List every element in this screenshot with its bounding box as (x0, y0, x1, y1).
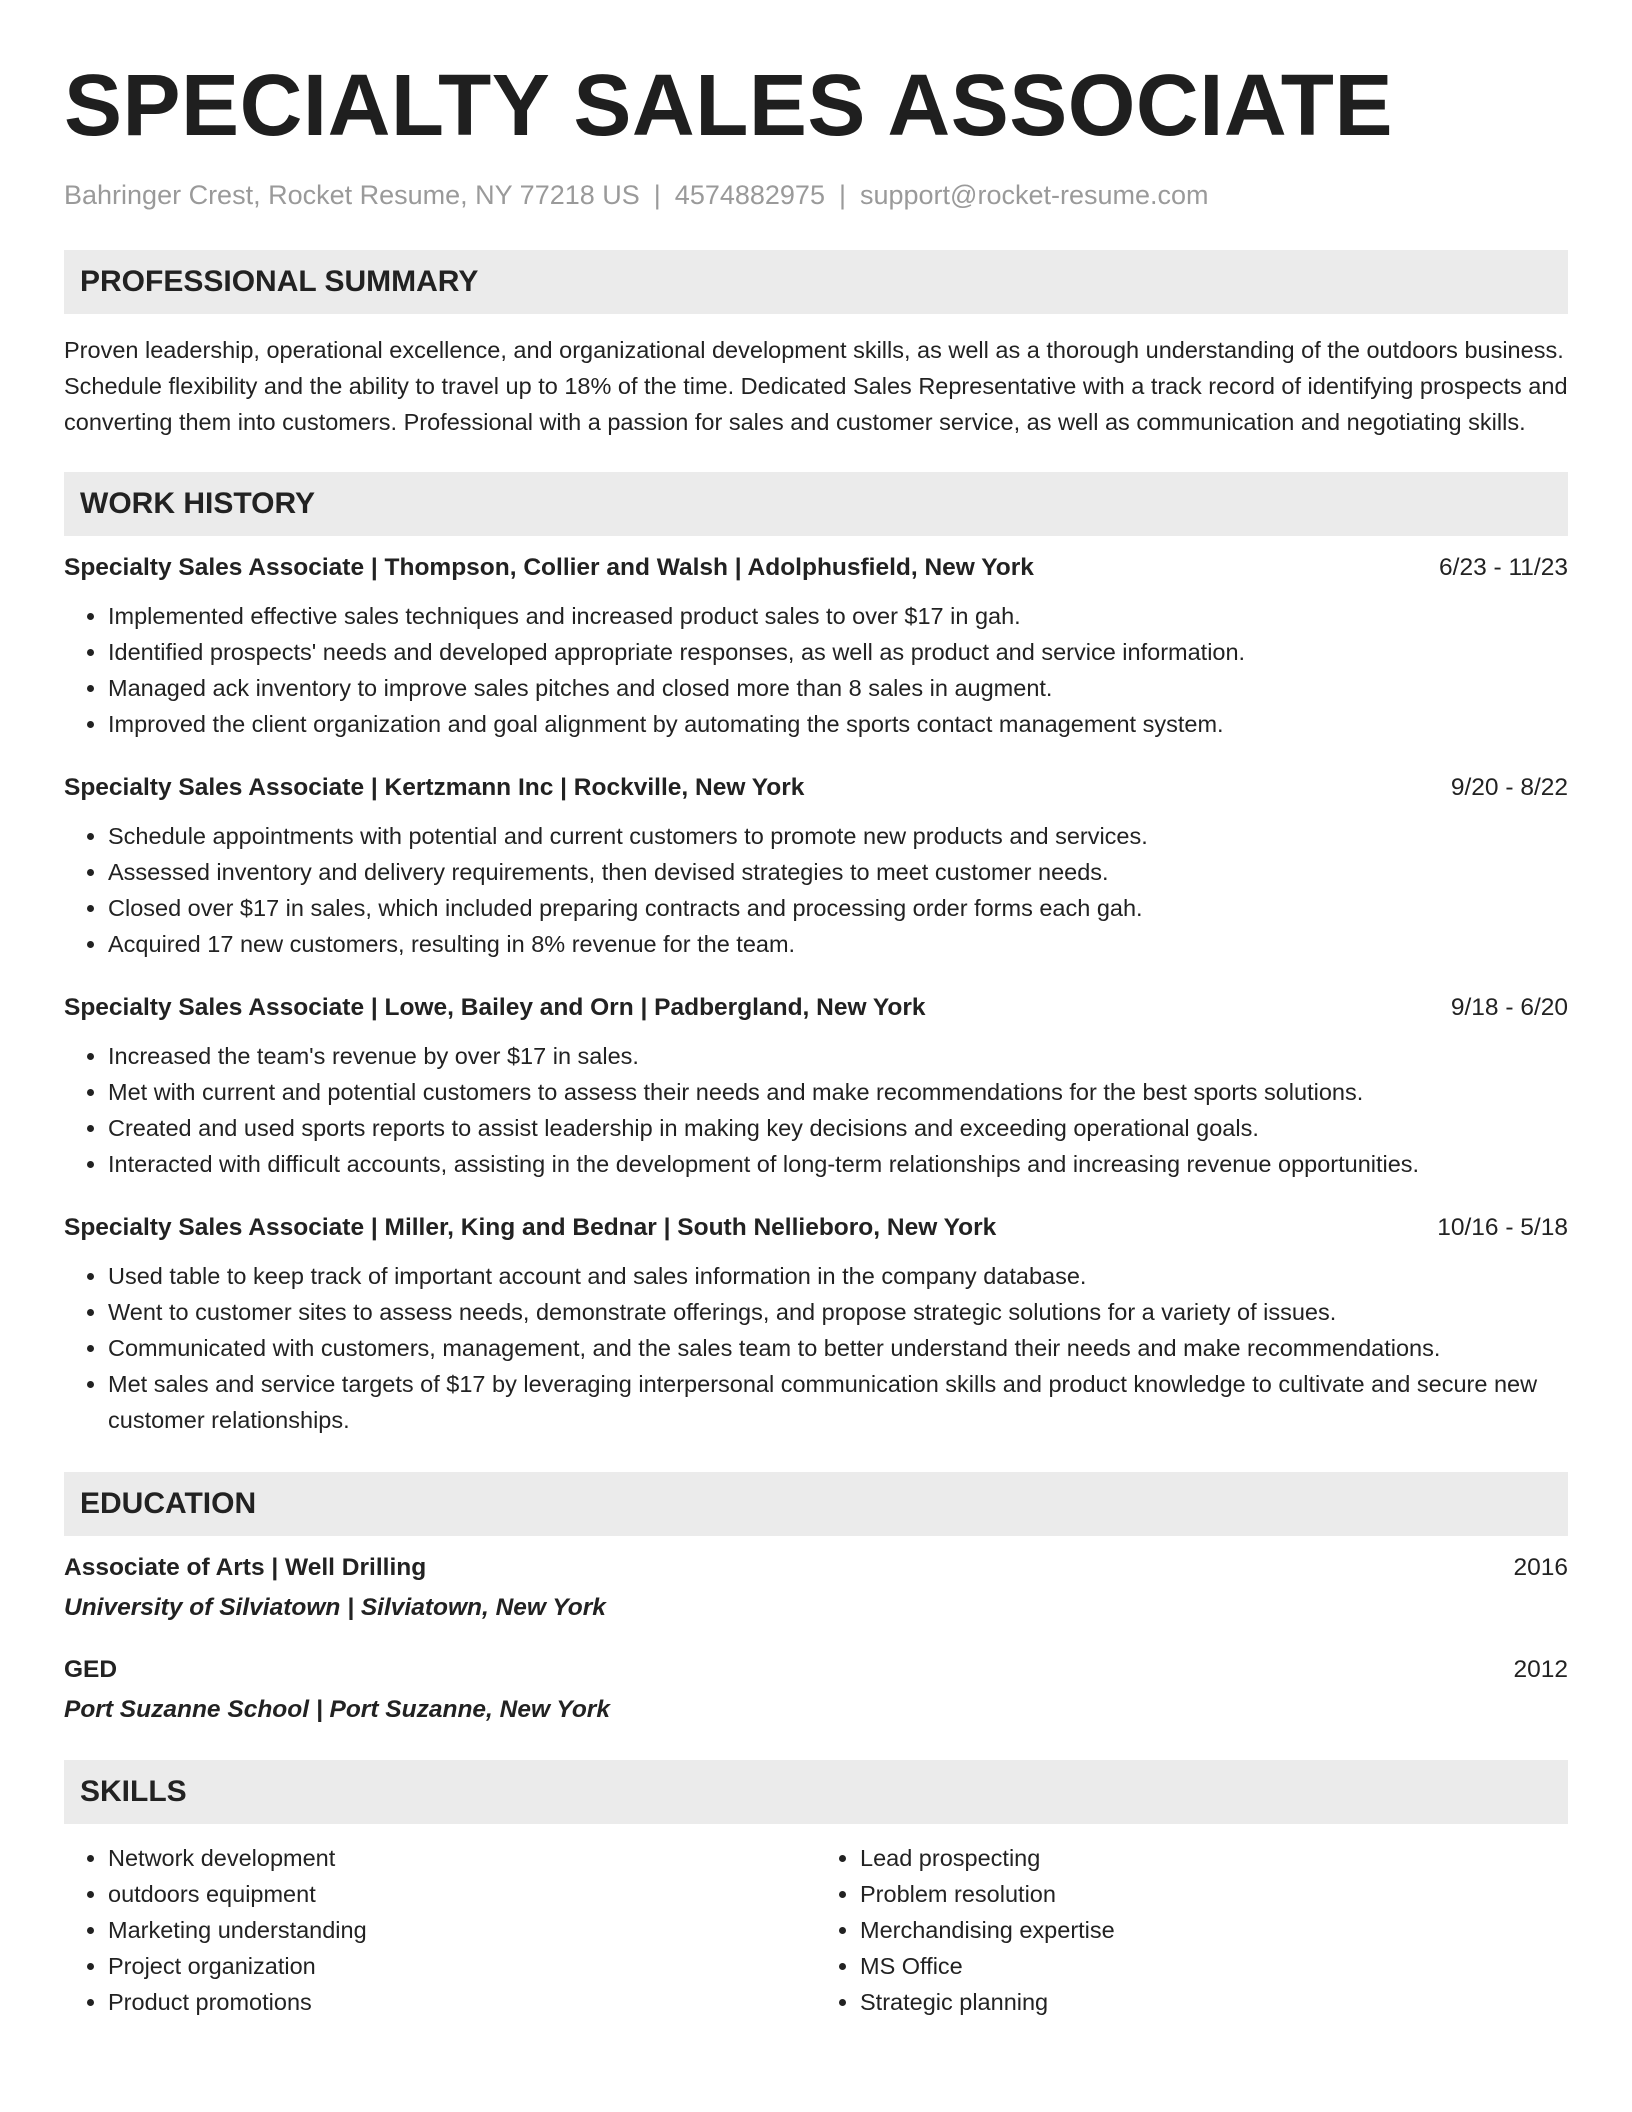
list-item: • Lead prospecting (860, 1840, 1568, 1876)
education-year: 2012 (1513, 1656, 1568, 1683)
list-item: • Increased the team's revenue by over $17 in sales. (108, 1038, 1568, 1074)
contact-email: support@rocket-resume.com (859, 180, 1209, 210)
job-header (64, 772, 1568, 804)
education-degree: GED (64, 1656, 118, 1683)
list-item: • Met with current and potential customers to assess their needs and make recommendations for the best sports solutions. (108, 1074, 1568, 1110)
section-header-work-history: WORK HISTORY (64, 472, 1568, 536)
education-school: University of Silviatown | Silviatown, New York (64, 1594, 606, 1621)
job-title: Specialty Sales Associate | Thompson, Collier and Walsh | Adolphusfield, New York (64, 554, 1034, 581)
job-bullets (64, 818, 1568, 962)
contact-line (64, 178, 1568, 212)
education-entry (64, 1654, 1568, 1726)
list-item: • Problem resolution (860, 1876, 1568, 1912)
job-bullets (64, 1258, 1568, 1438)
section-header-education: EDUCATION (64, 1472, 1568, 1536)
job-header (64, 992, 1568, 1024)
list-item: • Created and used sports reports to assist leadership in making key decisions and exceeding operational goals. (108, 1110, 1568, 1146)
job-dates: 6/23 - 11/23 (1439, 554, 1568, 581)
contact-phone: 4574882975 (674, 180, 825, 210)
list-item: • Went to customer sites to assess needs, demonstrate offerings, and propose strategic solutions for a variety of issues. (108, 1294, 1568, 1330)
contact-separator: | (838, 180, 846, 210)
job-title: Specialty Sales Associate | Kertzmann Inc | Rockville, New York (64, 774, 805, 801)
list-item: • Merchandising expertise (860, 1912, 1568, 1948)
section-header-summary: PROFESSIONAL SUMMARY (64, 250, 1568, 314)
job-dates: 9/20 - 8/22 (1450, 774, 1568, 801)
list-item: • Managed ack inventory to improve sales pitches and closed more than 8 sales in augment. (108, 670, 1568, 706)
list-item: • Project organization (108, 1948, 816, 1984)
list-item: • Strategic planning (860, 1984, 1568, 2020)
contact-address: Bahringer Crest, Rocket Resume, NY 77218 US (64, 180, 640, 210)
summary-text: Proven leadership, operational excellence, and organizational development skills, as well as a thorough understanding of the outdoors business. Schedule flexibility and the ability to travel up to 18% of the time. Dedicated Sales Representative with a track record of identifying prospects and converting them into customers. Professional with a passion for sales and customer service, as well as communication and negotiating skills. (64, 337, 1568, 435)
list-item: • Product promotions (108, 1984, 816, 2020)
list-item: • outdoors equipment (108, 1876, 816, 1912)
list-item: • Acquired 17 new customers, resulting in 8% revenue for the team. (108, 926, 1568, 962)
job-title: Specialty Sales Associate | Lowe, Bailey and Orn | Padbergland, New York (64, 994, 926, 1021)
job-bullets (64, 1038, 1568, 1182)
list-item: • Marketing understanding (108, 1912, 816, 1948)
contact-separator: | (653, 180, 661, 210)
list-item: • Interacted with difficult accounts, assisting in the development of long-term relationships and increasing revenue opportunities. (108, 1146, 1568, 1182)
education-year: 2016 (1513, 1554, 1568, 1581)
education-header (64, 1552, 1568, 1584)
list-item: • Schedule appointments with potential and current customers to promote new products and services. (108, 818, 1568, 854)
list-item: • Implemented effective sales techniques and increased product sales to over $17 in gah. (108, 598, 1568, 634)
education-entry (64, 1552, 1568, 1624)
list-item: • Identified prospects' needs and developed appropriate responses, as well as product and service information. (108, 634, 1568, 670)
job-entry (64, 1212, 1568, 1438)
job-dates: 10/16 - 5/18 (1437, 1214, 1568, 1241)
job-bullets (64, 598, 1568, 742)
page-title: SPECIALTY SALES ASSOCIATE (64, 57, 1393, 154)
list-item: • Improved the client organization and goal alignment by automating the sports contact management system. (108, 706, 1568, 742)
list-item: • Communicated with customers, management, and the sales team to better understand their needs and make recommendations. (108, 1330, 1568, 1366)
job-header (64, 552, 1568, 584)
skills-column-right (816, 1840, 1568, 2020)
job-entry (64, 772, 1568, 962)
section-header-skills: SKILLS (64, 1760, 1568, 1824)
list-item: • Assessed inventory and delivery requirements, then devised strategies to meet customer needs. (108, 854, 1568, 890)
education-school: Port Suzanne School | Port Suzanne, New York (64, 1696, 610, 1723)
job-header (64, 1212, 1568, 1244)
list-item: • Met sales and service targets of $17 by leveraging interpersonal communication skills and product knowledge to cultivate and secure new customer relationships. (108, 1366, 1568, 1438)
job-entry (64, 992, 1568, 1182)
list-item: • Closed over $17 in sales, which included preparing contracts and processing order forms each gah. (108, 890, 1568, 926)
job-entry (64, 552, 1568, 742)
education-degree: Associate of Arts | Well Drilling (64, 1554, 427, 1581)
list-item: • MS Office (860, 1948, 1568, 1984)
job-dates: 9/18 - 6/20 (1450, 994, 1568, 1021)
job-title: Specialty Sales Associate | Miller, King and Bednar | South Nellieboro, New York (64, 1214, 997, 1241)
education-header (64, 1654, 1568, 1686)
skills-column-left (64, 1840, 816, 2020)
list-item: • Network development (108, 1840, 816, 1876)
list-item: • Used table to keep track of important account and sales information in the company database. (108, 1258, 1568, 1294)
skills-list (64, 1840, 1568, 2020)
